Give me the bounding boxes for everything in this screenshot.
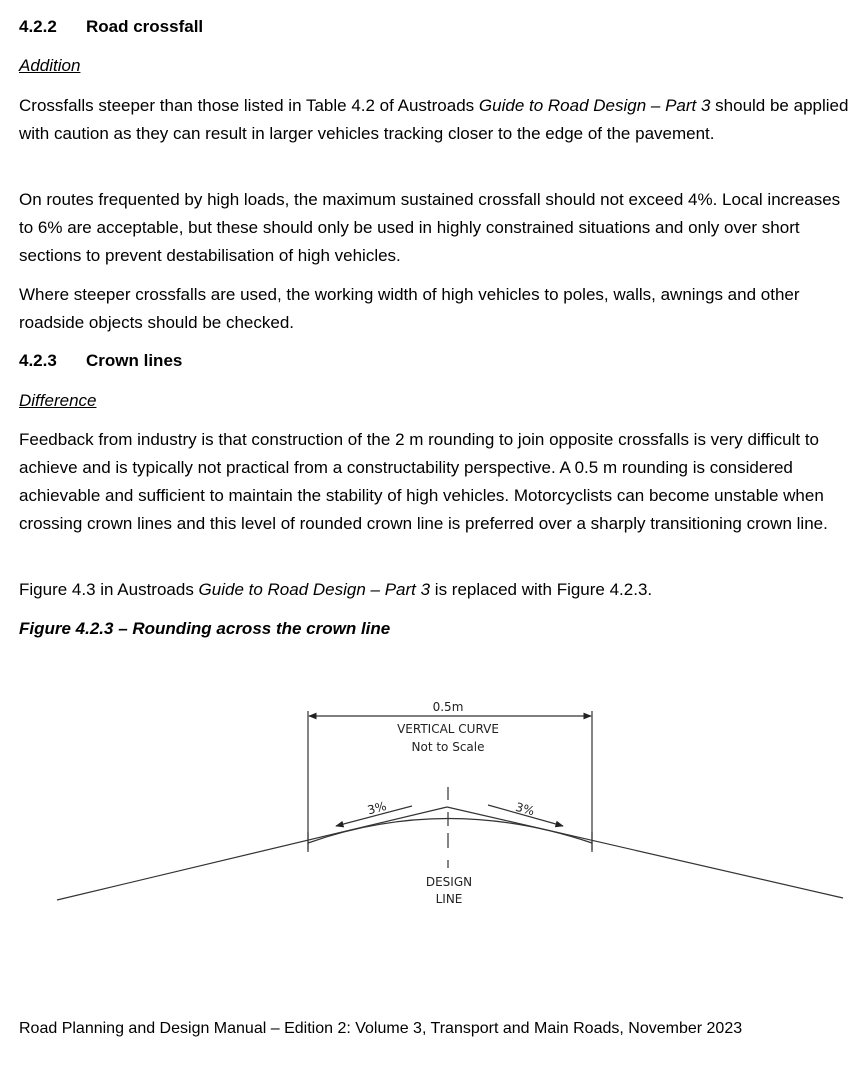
reference-title: Guide to Road Design – Part 3 [198, 580, 431, 599]
right-grade-line [447, 807, 843, 898]
paragraph-figure-replacement [19, 576, 857, 604]
section-title: Road crossfall [86, 17, 204, 36]
section-title: Crown lines [86, 351, 183, 370]
section-number: 4.2.3 [19, 351, 57, 370]
text-run: Crossfalls steeper than those listed in Table 4.2 of Austroads [19, 96, 479, 115]
section-number: 4.2.2 [19, 17, 57, 36]
vertical-curve-label: VERTICAL CURVE [397, 722, 499, 736]
design-line-label-1: DESIGN [425, 875, 473, 889]
subheading-difference: Difference [19, 391, 97, 410]
scale-note: Not to Scale [411, 740, 485, 754]
page-footer: Road Planning and Design Manual – Edition 2: Volume 3, Transport and Main Roads, November 2023 [19, 1020, 743, 1037]
design-line-label-2: LINE [435, 892, 463, 906]
text-run: should be applied with caution as they can result in larger vehicles tracking closer to the edge of the pavement. [19, 96, 849, 143]
paragraph-crossfall-caution [19, 92, 857, 148]
left-grade-label: 3% [365, 798, 388, 818]
figure-caption: Figure 4.2.3 – Rounding across the crown line [19, 619, 391, 638]
heading-4-2-3 [19, 351, 182, 371]
heading-4-2-2 [19, 17, 203, 37]
crown-line-diagram [0, 690, 857, 930]
paragraph-high-loads: On routes frequented by high loads, the maximum sustained crossfall should not exceed 4%. Local increases to 6% are acceptable, but these should only be used in highly constrained situations and only over short sections to prevent destabilisation of high vehicles. [19, 190, 841, 265]
left-grade-line [57, 807, 447, 900]
reference-title: Guide to Road Design – Part 3 [478, 96, 711, 115]
text-run: Figure 4.3 in Austroads [19, 580, 199, 599]
text-run: is replaced with Figure 4.2.3. [430, 580, 653, 599]
subheading-addition: Addition [19, 56, 81, 75]
right-grade-label: 3% [514, 799, 537, 819]
paragraph-crown-feedback: Feedback from industry is that construction of the 2 m rounding to join opposite crossfalls is very difficult to achieve and is typically not practical from a constructability perspective. A 0.5 m rounding is considered achievable and sufficient to maintain the stability of high vehicles. Motorcyclists can become unstable when crossing crown lines and this level of rounded crown line is preferred over a sharply transitioning crown line. [19, 430, 828, 533]
dimension-label: 0.5m [432, 700, 464, 714]
paragraph-steeper-crossfalls: Where steeper crossfalls are used, the working width of high vehicles to poles, walls, awnings and other roadside objects should be checked. [19, 285, 800, 332]
